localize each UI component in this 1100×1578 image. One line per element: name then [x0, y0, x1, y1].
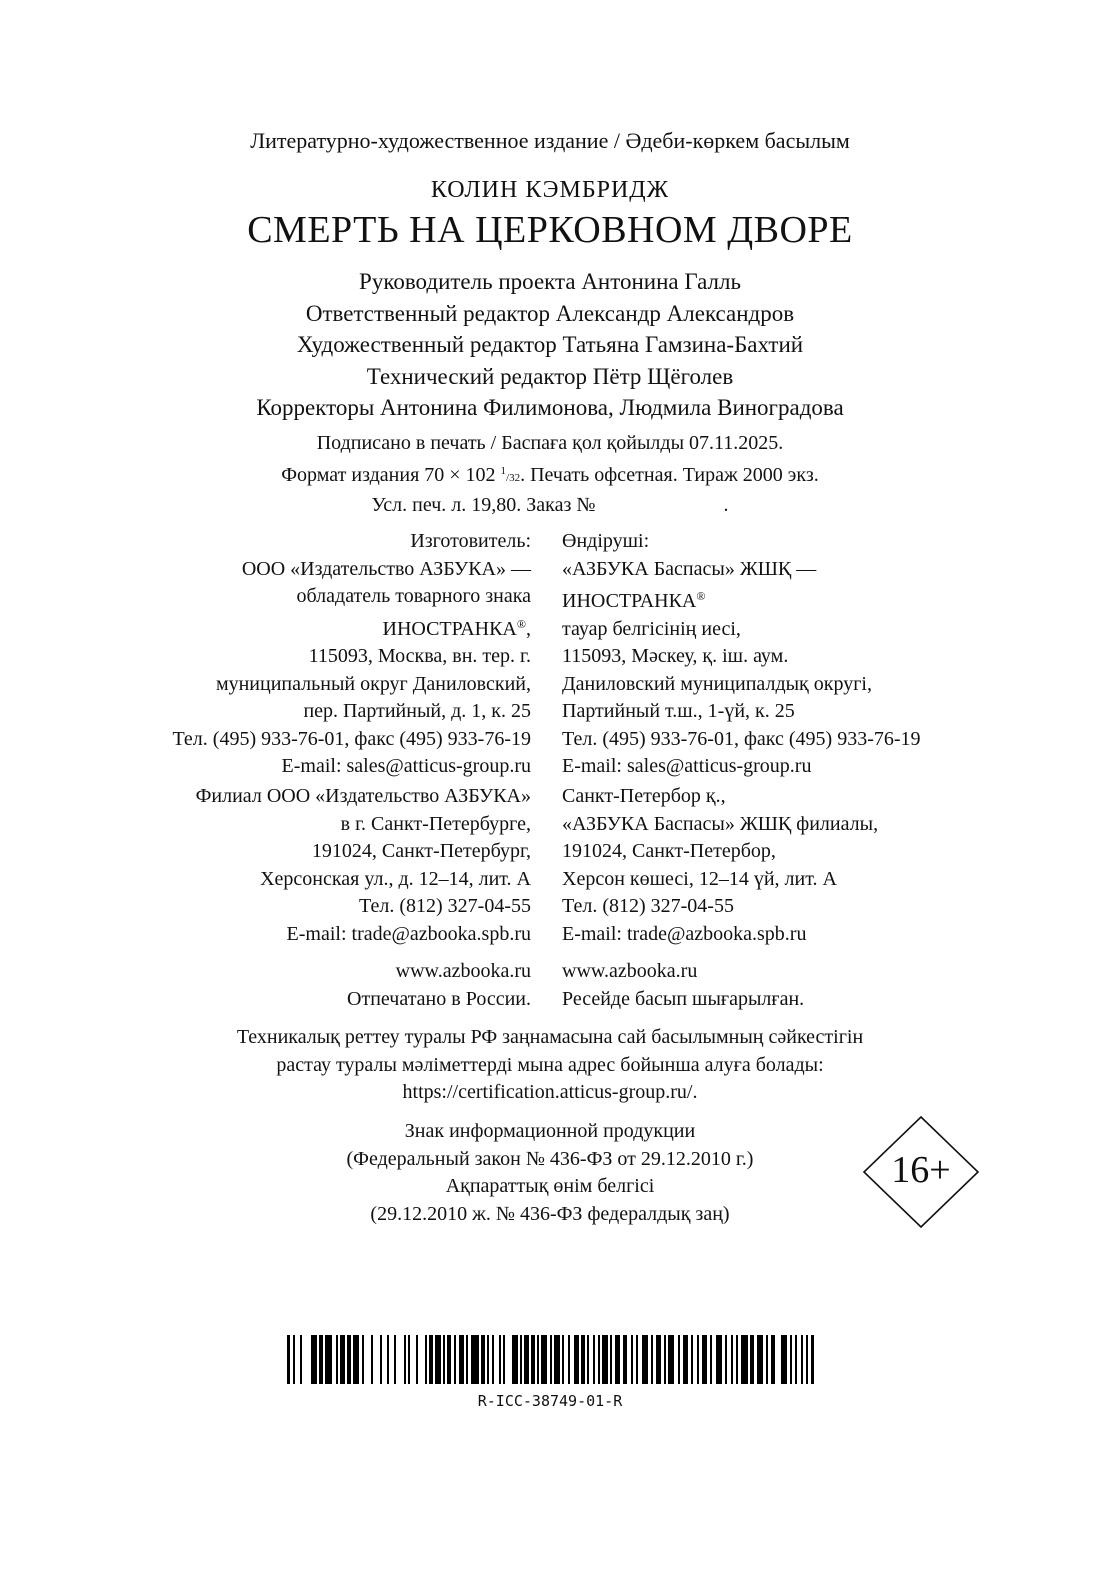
address-line: ООО «Издательство АЗБУКА» — — [241, 557, 531, 580]
info-sign-text — [300, 1118, 800, 1228]
credit-technical-editor: Технический редактор Пётр Щёголев — [366, 363, 734, 389]
manufacturer-label-kz: Өндіруші: — [562, 530, 650, 552]
address-line: «АЗБУКА Баспасы» ЖШҚ — — [562, 557, 817, 580]
branch-name: Филиал ООО «Издательство АЗБУКА» — [195, 785, 531, 807]
address-line: 115093, Мәскеу, қ. іш. аум. — [562, 645, 789, 667]
sheets-order: Усл. печ. л. 19,80. Заказ № — [371, 494, 596, 516]
format-suffix: . Печать офсетная. Тираж 2000 экз. — [520, 463, 819, 486]
sheets-order-line — [0, 492, 1100, 520]
format-fraction-numerator: 1 — [500, 464, 507, 477]
website-link[interactable]: www.azbooka.ru — [562, 960, 698, 982]
certification-note — [0, 1024, 1100, 1107]
format-prefix: Формат издания 70 × 102 — [281, 463, 501, 486]
manufacturer-ru — [172, 528, 531, 781]
trademark-name: ИНОСТРАНКА — [382, 617, 517, 640]
trademark-line — [562, 583, 921, 616]
print-info — [0, 430, 1100, 520]
address-line: 115093, Москва, вн. тер. г. — [308, 645, 531, 667]
footer-kz — [562, 958, 804, 1013]
info-sign-line: Знак информационной продукции — [404, 1120, 696, 1142]
phone-line: Тел. (812) 327-04-55 — [562, 895, 734, 917]
address-line: 191024, Санкт-Петербор, — [562, 840, 776, 862]
address-line: муниципальный округ Даниловский, — [215, 672, 531, 695]
address-line: Херсонская ул., д. 12–14, лит. А — [260, 867, 531, 890]
trademark-line — [172, 611, 531, 644]
address-line: обладатель товарного знака — [296, 585, 531, 607]
branch-name: Санкт-Петербор қ., — [562, 785, 726, 807]
address-line: в г. Санкт-Петербурге, — [340, 812, 531, 835]
phone-line: Тел. (812) 327-04-55 — [359, 895, 531, 917]
branch-ru — [196, 783, 531, 948]
credit-proofreaders: Корректоры Антонина Филимонова, Людмила Виноградова — [256, 395, 844, 420]
address-line: Даниловский муниципалдық округі, — [562, 672, 872, 695]
credit-art-editor: Художественный редактор Татьяна Гамзина-Бахтий — [296, 332, 804, 357]
certification-url[interactable]: https://certification.atticus-group.ru/. — [402, 1081, 698, 1103]
info-sign-line: Ақпараттық өнім белгісі — [445, 1175, 655, 1197]
barcode-icon — [287, 1335, 814, 1384]
address-line: 191024, Санкт-Петербург, — [311, 840, 531, 862]
printed-in: Отпечатано в России. — [347, 987, 531, 1010]
website-link[interactable]: www.azbooka.ru — [395, 960, 531, 982]
credit-managing-editor: Ответственный редактор Александр Александров — [305, 300, 795, 326]
trademark-name: ИНОСТРАНКА — [562, 590, 697, 612]
address-line: пер. Партийный, д. 1, к. 25 — [303, 700, 531, 722]
manufacturer-kz — [562, 528, 921, 781]
email-line: E-mail: sales@atticus-group.ru — [281, 755, 531, 777]
edition-type: Литературно-художественное издание / Әдеби-көркем басылым — [250, 128, 850, 153]
printed-in: Ресейде басып шығарылған. — [562, 987, 805, 1010]
info-sign-line: (Федеральный закон № 436-ФЗ от 29.12.2010 г.) — [346, 1147, 754, 1170]
format-fraction-denominator: /32 — [506, 471, 521, 484]
certification-line: растау туралы мәліметтерді мына адрес бойынша алуға болады: — [276, 1053, 824, 1076]
address-line: «АЗБУКА Баспасы» ЖШҚ филиалы, — [562, 812, 879, 835]
age-rating-badge — [861, 1114, 981, 1230]
info-sign-line: (29.12.2010 ж. № 436-ФЗ федералдық заң) — [370, 1202, 730, 1225]
phone-line: Тел. (495) 933-76-01, факс (495) 933-76-19 — [562, 727, 921, 750]
registered-mark: ® — [696, 589, 706, 603]
address-line: тауар белгісінің иесі, — [562, 617, 741, 640]
branch-kz — [562, 783, 878, 948]
email-line: E-mail: trade@azbooka.spb.ru — [286, 922, 531, 945]
address-line: Партийный т.ш., 1-үй, к. 25 — [562, 700, 795, 722]
book-title: СМЕРТЬ НА ЦЕРКОВНОМ ДВОРЕ — [247, 209, 853, 251]
phone-line: Тел. (495) 933-76-01, факс (495) 933-76-19 — [172, 727, 531, 750]
address-line: Херсон көшесі, 12–14 үй, лит. А — [562, 867, 837, 890]
email-line: E-mail: sales@atticus-group.ru — [562, 755, 812, 777]
format-line — [0, 458, 1100, 493]
email-line: E-mail: trade@azbooka.spb.ru — [562, 922, 807, 945]
signed-date: Подписано в печать / Баспаға қол қойылды 07.11.2025. — [316, 432, 784, 454]
barcode-label: R-ICC-38749-01-R — [477, 1392, 623, 1410]
trademark-comma: , — [526, 617, 531, 640]
editorial-credits — [0, 266, 1100, 424]
book-author: КОЛИН КЭМБРИДЖ — [430, 177, 670, 203]
credit-project-lead: Руководитель проекта Антонина Галль — [359, 269, 741, 294]
registered-mark: ® — [516, 616, 526, 631]
footer-ru — [347, 958, 531, 1013]
order-dot: . — [723, 494, 729, 516]
certification-line: Техникалық реттеу туралы РФ заңнамасына сай басылымның сәйкестігін — [236, 1026, 864, 1048]
age-rating-label: 16+ — [891, 1149, 951, 1191]
manufacturer-label-ru: Изготовитель: — [410, 530, 531, 552]
